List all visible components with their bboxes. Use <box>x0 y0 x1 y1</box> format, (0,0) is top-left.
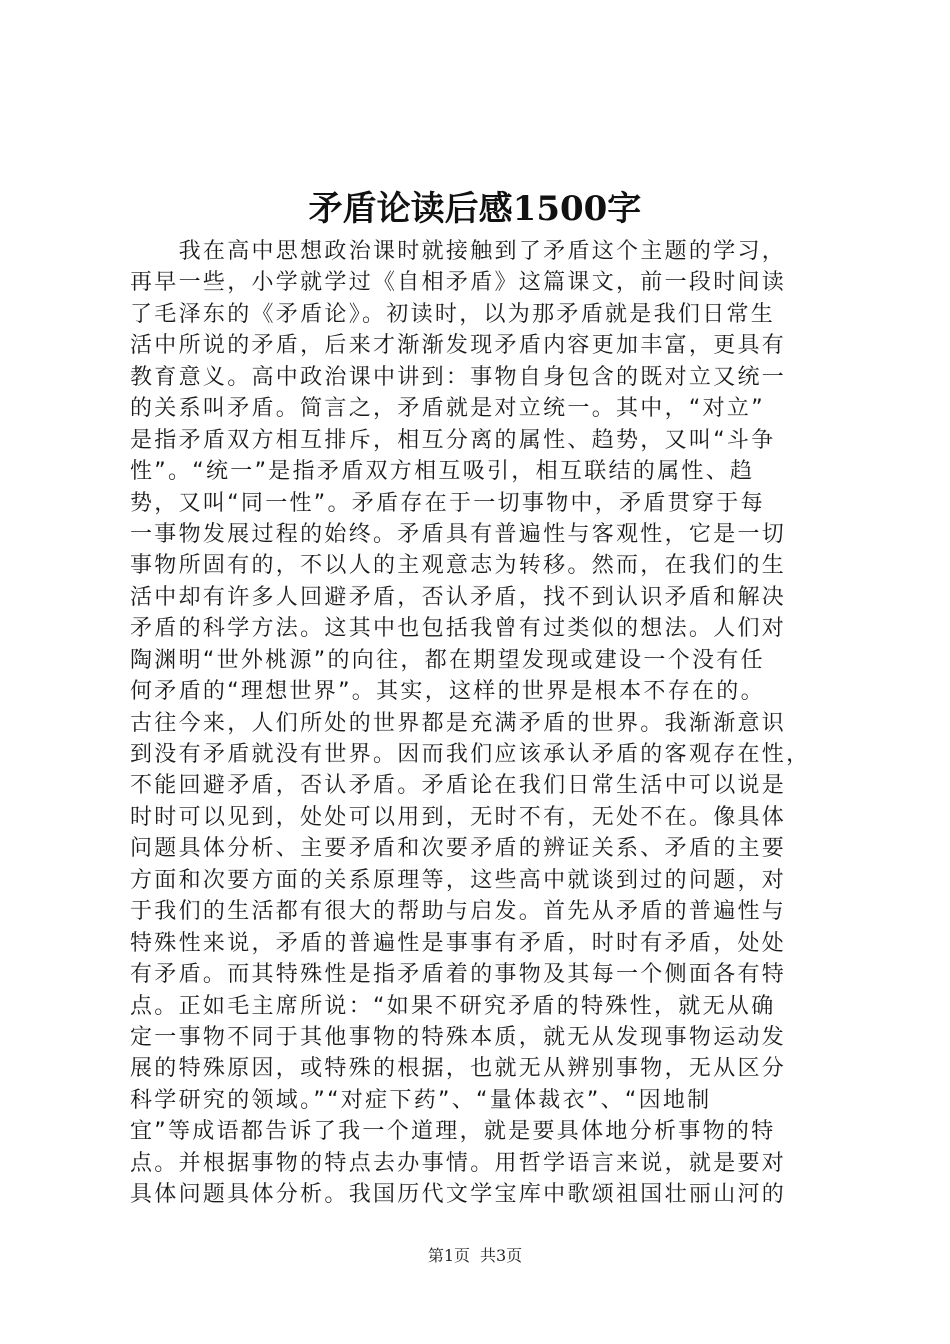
body-line: 再早一些，小学就学过《自相矛盾》这篇课文，前一段时间读 <box>130 270 787 296</box>
body-line: 具体问题具体分析。我国历代文学宝库中歌颂祖国壮丽山河的 <box>130 1182 787 1208</box>
page-number: 第1页 <box>427 1246 470 1265</box>
body-line: 矛盾的科学方法。这其中也包括我曾有过类似的想法。人们对 <box>130 616 787 642</box>
body-line: 势，又叫“同一性”。矛盾存在于一切事物中，矛盾贯穿于每 <box>130 490 765 516</box>
body-line: 事物所固有的，不以人的主观意志为转移。然而，在我们的生 <box>130 553 787 579</box>
body-line: 性”。“统一”是指矛盾双方相互吸引，相互联结的属性、趋 <box>130 459 755 485</box>
body-line: 展的特殊原因，或特殊的根据，也就无从辨别事物，无从区分 <box>130 1056 787 1082</box>
body-line: 活中却有许多人回避矛盾，否认矛盾，找不到认识矛盾和解决 <box>130 584 787 610</box>
body-line: 的关系叫矛盾。简言之，矛盾就是对立统一。其中，“对立” <box>130 396 765 422</box>
body-line: 问题具体分析、主要矛盾和次要矛盾的辨证关系、矛盾的主要 <box>130 836 787 862</box>
body-line: 不能回避矛盾，否认矛盾。矛盾论在我们日常生活中可以说是 <box>130 773 787 799</box>
body-line: 定一事物不同于其他事物的特殊本质，就无从发现事物运动发 <box>130 1024 787 1050</box>
body-line: 科学研究的领域。”“对症下药”、“量体裁衣”、“因地制 <box>130 1087 712 1113</box>
body-line: 到没有矛盾就没有世界。因而我们应该承认矛盾的客观存在性， <box>130 742 811 767</box>
body-line: 特殊性来说，矛盾的普遍性是事事有矛盾，时时有矛盾，处处 <box>130 930 787 956</box>
body-line: 了毛泽东的《矛盾论》。初读时，以为那矛盾就是我们日常生 <box>130 301 776 327</box>
body-line: 教育意义。高中政治课中讲到：事物自身包含的既对立又统一 <box>130 364 787 390</box>
document-title: 矛盾论读后感1500字 <box>308 189 642 229</box>
body-line: 于我们的生活都有很大的帮助与启发。首先从矛盾的普遍性与 <box>130 899 787 925</box>
body-line: 陶渊明“世外桃源”的向往，都在期望发现或建设一个没有任 <box>130 647 765 673</box>
page-total: 共3页 <box>480 1246 523 1265</box>
body-line: 我在高中思想政治课时就接触到了矛盾这个主题的学习， <box>130 239 787 264</box>
page-footer <box>0 1244 950 1268</box>
body-line: 点。并根据事物的特点去办事情。用哲学语言来说，就是要对 <box>130 1150 787 1176</box>
body-line: 方面和次要方面的关系原理等，这些高中就谈到过的问题，对 <box>130 867 787 893</box>
body-line: 何矛盾的“理想世界”。其实，这样的世界是根本不存在的。 <box>130 679 765 705</box>
body-line: 一事物发展过程的始终。矛盾具有普遍性与客观性，它是一切 <box>130 521 787 547</box>
body-line: 时时可以见到，处处可以用到，无时不有，无处不在。像具体 <box>130 804 787 830</box>
body-line: 有矛盾。而其特殊性是指矛盾着的事物及其每一个侧面各有特 <box>130 962 787 988</box>
body-line: 宜”等成语都告诉了我一个道理，就是要具体地分析事物的特 <box>130 1119 776 1145</box>
document-body <box>130 236 850 1211</box>
body-line: 古往今来，人们所处的世界都是充满矛盾的世界。我渐渐意识 <box>130 710 787 736</box>
body-line: 活中所说的矛盾，后来才渐渐发现矛盾内容更加丰富，更具有 <box>130 333 787 359</box>
body-line: 是指矛盾双方相互排斥，相互分离的属性、趋势，又叫“斗争 <box>130 427 776 453</box>
body-line: 点。正如毛主席所说：“如果不研究矛盾的特殊性，就无从确 <box>130 993 776 1019</box>
